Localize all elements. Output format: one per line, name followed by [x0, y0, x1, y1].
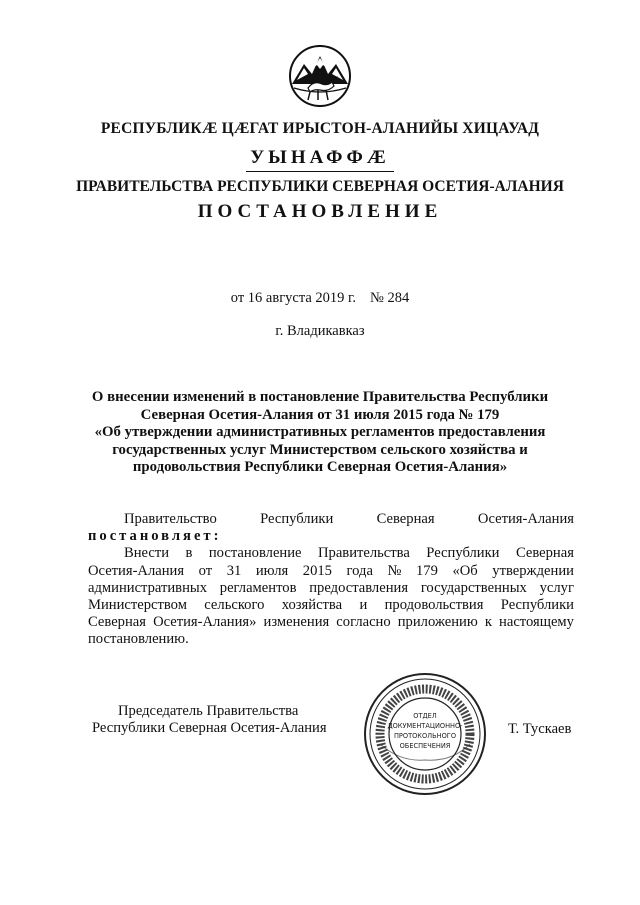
- body-line: Осетия-Алания от 31 июля 2015 года № 179 «Об утверждении: [88, 562, 574, 579]
- title-line: Северная Осетия-Алания от 31 июля 2015 года № 179: [140, 406, 500, 423]
- document-date: от 16 августа 2019 г.: [230, 290, 356, 306]
- intro-line: Правительство Республики Северная Осетия-Алания: [124, 511, 574, 527]
- resolves-word: постановляет:: [88, 528, 222, 545]
- seal-text: ОБЕСПЕЧЕНИЯ: [399, 742, 451, 750]
- document-type-title: ПОСТАНОВЛЕНИЕ: [197, 201, 443, 222]
- ossetian-government-title: РЕСПУБЛИКÆ ЦÆГАТ ИРЫСТОН-АЛАНИЙЫ ХИЦАУАД: [100, 120, 540, 137]
- date-line: [0, 290, 640, 307]
- signatory-name: Т. Тускаев: [508, 721, 572, 737]
- document-city: г. Владикавказ: [275, 323, 365, 339]
- title-line: «Об утверждении административных регламентов предоставления: [94, 424, 546, 440]
- official-seal: [360, 670, 490, 798]
- body-line: Министерством сельского хозяйства и продовольствия Республики: [88, 597, 574, 614]
- body-last-line: постановлению.: [88, 631, 189, 648]
- title-line: О внесении изменений в постановление Правительства Республики: [91, 389, 549, 405]
- resolution-title: [80, 389, 560, 477]
- title-line: продовольствия Республики Северная Осетия-Алания»: [132, 459, 508, 475]
- seal-text: ДОКУМЕНТАЦИОННО-: [387, 722, 463, 730]
- seal-text: ОТДЕЛ: [413, 712, 437, 720]
- russian-government-title: ПРАВИТЕЛЬСТВА РЕСПУБЛИКИ СЕВЕРНАЯ ОСЕТИЯ-АЛАНИЯ: [76, 178, 564, 195]
- title-line: государственных услуг Министерством сельского хозяйства и: [112, 441, 528, 458]
- body-line: Внести в постановление Правительства Республики Северная: [124, 545, 574, 562]
- signatory-position: Председатель Правительства Республики Северная Осетия-Алания: [92, 703, 327, 737]
- ossetian-document-type: УЫНАФФÆ: [0, 147, 640, 172]
- coat-of-arms-icon: [288, 44, 352, 108]
- body-line: административных регламентов предоставления государственных услуг: [88, 579, 574, 596]
- resolution-body: [88, 511, 574, 649]
- body-line: Северная Осетия-Алания» изменения согласно приложению к настоящему: [88, 614, 574, 631]
- document-number: № 284: [369, 290, 410, 306]
- seal-text: ПРОТОКОЛЬНОГО: [393, 732, 457, 740]
